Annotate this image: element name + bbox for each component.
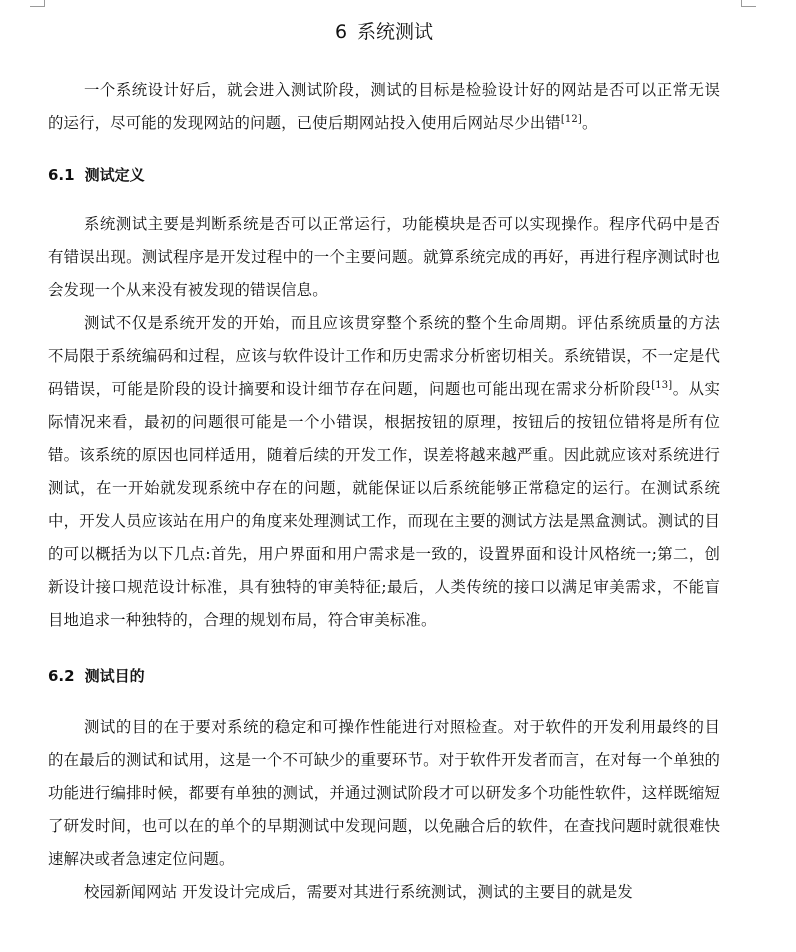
section-heading-test-purpose bbox=[48, 661, 720, 691]
section-heading-test-definition bbox=[48, 160, 720, 190]
paragraph-text-after-citation: 。从实际情况来看，最初的问题很可能是一个小错误，根据按钮的原理，按钮后的按钮位错将是所有位错。该系统的原因也同样适用，随着后续的开发工作，误差将越来越严重。因此就应该对系统进行测试，在一开始就发现系统中存在的问题，就能保证以后系统能够正常稳定的运行。在测试系统中，开发人员应该站在用户的角度来处理测试工作，而现在主要的测试方法是黑盒测试。测试的目的可以概括为以下几点:首先，用户界面和用户需求是一致的，设置界面和设计风格统一;第二，创新设计接口规范设计标准，具有独特的审美特征;最后，人类传统的接口以满足审美需求，不能盲目地追求一种独特的，合理的规划布局，符合审美标准。 bbox=[48, 380, 720, 629]
section-number: 6.1 bbox=[48, 166, 75, 184]
section-title-text: 测试目的 bbox=[84, 667, 145, 685]
page-corner-mark-left bbox=[30, 0, 45, 7]
intro-text: 一个系统设计好后，就会进入测试阶段，测试的目标是检验设计好的网站是否可以正常无误的运行，尽可能的发现网站的问题，已使后期网站投入使用后网站尽少出错 bbox=[48, 81, 720, 132]
section-number: 6.2 bbox=[48, 667, 75, 685]
section-title-text: 测试定义 bbox=[84, 166, 145, 184]
chapter-title-text: 系统测试 bbox=[357, 21, 434, 43]
section-2-paragraph-1: 测试的目的在于要对系统的稳定和可操作性能进行对照检查。对于软件的开发利用最终的目的在最后的测试和试用，这是一个不可缺少的重要环节。对于软件开发者而言，在对每一个单独的功能进行编排时候，都要有单独的测试，并通过测试阶段才可以研发多个功能性软件，这样既缩短了研发时间，也可以在的单个的早期测试中发现问题，以免融合后的软件，在查找问题时就很难快速解决或者急速定位问题。 bbox=[48, 718, 720, 868]
chapter-title bbox=[48, 18, 720, 46]
paragraph-text-before-citation: 测试不仅是系统开发的开始，而且应该贯穿整个系统的整个生命周期。评估系统质量的方法不局限于系统编码和过程，应该与软件设计工作和历史需求分析密切相关。系统错误，不一定是代码错误，可能是阶段的设计摘要和设计细节存在问题，问题也可能出现在需求分析阶段 bbox=[48, 314, 720, 398]
intro-tail: 。 bbox=[581, 114, 598, 132]
section-1-paragraph-2 bbox=[48, 307, 720, 637]
citation-12: [12] bbox=[560, 113, 582, 125]
section-2-paragraph-2: 校园新闻网站 开发设计完成后，需要对其进行系统测试，测试的主要目的就是发 bbox=[84, 883, 633, 901]
citation-13: [13] bbox=[651, 379, 673, 391]
page-corner-mark-right bbox=[741, 0, 756, 7]
document-page bbox=[48, 0, 720, 909]
chapter-number: 6 bbox=[334, 21, 348, 43]
intro-paragraph bbox=[48, 74, 720, 140]
section-1-paragraph-1: 系统测试主要是判断系统是否可以正常运行，功能模块是否可以实现操作。程序代码中是否有错误出现。测试程序是开发过程中的一个主要问题。就算系统完成的再好，再进行程序测试时也会发现一个从来没有被发现的错误信息。 bbox=[48, 215, 720, 299]
